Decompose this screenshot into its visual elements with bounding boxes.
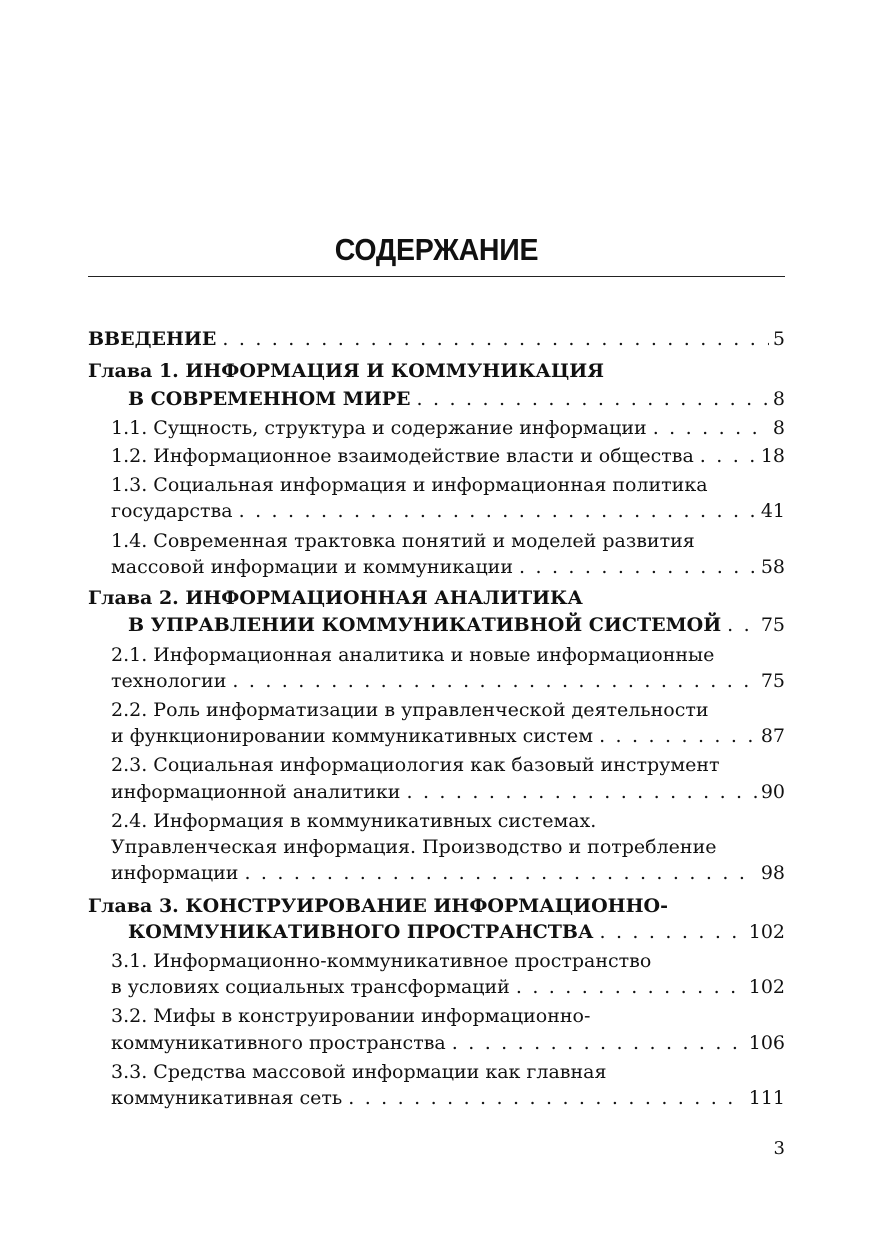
toc-section-title: 1.3. Социальная информация и информационная политика <box>111 474 708 496</box>
toc-page-number: 75 <box>760 614 785 636</box>
toc-page-number: 41 <box>760 500 785 522</box>
toc-page-number: 111 <box>748 1087 785 1109</box>
toc-section-title: 3.2. Мифы в конструировании информационно- <box>111 1005 591 1027</box>
toc-section-3-2-line-1[interactable] <box>111 1003 785 1029</box>
toc-section-title-cont: коммуникативного пространства <box>111 1032 446 1054</box>
toc-chapter-title-cont: КОММУНИКАТИВНОГО ПРОСТРАНСТВА <box>128 921 594 943</box>
toc-section-1-4[interactable] <box>111 554 785 580</box>
toc-chapter-1[interactable] <box>128 386 785 412</box>
dot-leader <box>700 443 757 469</box>
toc-chapter-title: Глава 3. КОНСТРУИРОВАНИЕ ИНФОРМАЦИОННО- <box>88 895 668 917</box>
toc-section-title: 3.1. Информационно-коммуникативное пространство <box>111 950 652 972</box>
toc-chapter-2-heading[interactable] <box>88 585 785 611</box>
toc-section-3-2[interactable] <box>111 1030 785 1056</box>
toc-page-number: 75 <box>760 670 785 692</box>
toc-entry-label: ВВЕДЕНИЕ <box>88 328 217 350</box>
toc-section-2-1-line-1[interactable] <box>111 642 785 668</box>
toc-section-title-cont: Управленческая информация. Производство и потребление <box>111 836 717 858</box>
toc-section-title-cont: информационной аналитики <box>111 781 401 803</box>
toc-section-title-cont: массовой информации и коммуникации <box>111 556 513 578</box>
dot-leader <box>406 779 756 805</box>
toc-section-title-cont: информации <box>111 862 239 884</box>
toc-section-3-3-line-1[interactable] <box>111 1059 785 1085</box>
toc-section-2-4-line-1[interactable] <box>111 808 785 834</box>
dot-leader <box>519 554 757 580</box>
title-rule <box>88 276 785 277</box>
toc-page-number: 8 <box>772 417 785 439</box>
dot-leader <box>516 974 745 1000</box>
dot-leader <box>232 668 756 694</box>
toc-page-number: 18 <box>760 445 785 467</box>
toc-section-title-cont: технологии <box>111 670 227 692</box>
dot-leader <box>727 612 757 638</box>
toc-section-title: 2.3. Социальная информациология как базовый инструмент <box>111 754 720 776</box>
toc-page-number: 8 <box>772 388 785 410</box>
toc-section-3-1[interactable] <box>111 974 785 1000</box>
toc-section-title-cont: государства <box>111 500 233 522</box>
toc-section-title: 2.1. Информационная аналитика и новые информационные <box>111 644 715 666</box>
toc-section-2-3[interactable] <box>111 779 785 805</box>
toc-section-2-4[interactable] <box>111 860 785 886</box>
toc-chapter-title: Глава 2. ИНФОРМАЦИОННАЯ АНАЛИТИКА <box>88 587 583 609</box>
dot-leader <box>348 1085 745 1111</box>
toc-chapter-3-heading[interactable] <box>88 893 785 919</box>
toc-section-2-2-line-1[interactable] <box>111 697 785 723</box>
toc-section-2-4-line-2[interactable] <box>111 834 785 860</box>
dot-leader <box>239 498 757 524</box>
toc-page-number: 5 <box>772 328 785 350</box>
dot-leader <box>222 326 769 352</box>
toc-page-number: 106 <box>748 1032 785 1054</box>
page-title: СОДЕРЖАНИЕ <box>334 232 539 267</box>
toc-chapter-title-cont: В УПРАВЛЕНИИ КОММУНИКАТИВНОЙ СИСТЕМОЙ <box>128 614 722 636</box>
toc-page-number: 87 <box>760 725 785 747</box>
toc-section-title-cont: и функционировании коммуникативных систем <box>111 725 594 747</box>
folio-page-number: 3 <box>773 1138 785 1159</box>
toc-page-number: 58 <box>760 556 785 578</box>
toc-page-number: 98 <box>760 862 785 884</box>
toc-section-title: 3.3. Средства массовой информации как главная <box>111 1061 607 1083</box>
toc-section-3-1-line-1[interactable] <box>111 948 785 974</box>
dot-leader <box>599 919 744 945</box>
toc-section-title: 2.2. Роль информатизации в управленческой деятельности <box>111 699 709 721</box>
toc-entry-introduction[interactable] <box>88 326 785 352</box>
toc-page-number: 102 <box>748 921 785 943</box>
dot-leader <box>244 860 756 886</box>
dot-leader <box>599 723 757 749</box>
dot-leader <box>653 415 769 441</box>
toc-section-1-3[interactable] <box>111 498 785 524</box>
toc-section-3-3[interactable] <box>111 1085 785 1111</box>
dot-leader <box>452 1030 745 1056</box>
toc-chapter-title-cont: В СОВРЕМЕННОМ МИРЕ <box>128 388 411 410</box>
toc-chapter-2[interactable] <box>128 612 785 638</box>
toc-section-title: 1.1. Сущность, структура и содержание информации <box>111 417 647 439</box>
toc-chapter-3[interactable] <box>128 919 785 945</box>
toc-section-2-2[interactable] <box>111 723 785 749</box>
toc-section-title: 1.2. Информационное взаимодействие власти и общества <box>111 445 694 467</box>
toc-section-title-cont: коммуникативная сеть <box>111 1087 343 1109</box>
toc-section-1-2[interactable] <box>111 443 785 469</box>
toc-chapter-1-heading[interactable] <box>88 358 785 384</box>
toc-section-2-3-line-1[interactable] <box>111 752 785 778</box>
toc-page-number: 102 <box>748 976 785 998</box>
toc-section-2-1[interactable] <box>111 668 785 694</box>
dot-leader <box>417 386 769 412</box>
toc-section-1-1[interactable] <box>111 415 785 441</box>
toc-section-title-cont: в условиях социальных трансформаций <box>111 976 510 998</box>
toc-section-1-3-line-1[interactable] <box>111 472 785 498</box>
toc-section-title: 2.4. Информация в коммуникативных системах. <box>111 810 597 832</box>
toc-page-number: 90 <box>760 781 785 803</box>
toc-chapter-title: Глава 1. ИНФОРМАЦИЯ И КОММУНИКАЦИЯ <box>88 360 604 382</box>
toc-section-1-4-line-1[interactable] <box>111 528 785 554</box>
toc-section-title: 1.4. Современная трактовка понятий и моделей развития <box>111 530 695 552</box>
